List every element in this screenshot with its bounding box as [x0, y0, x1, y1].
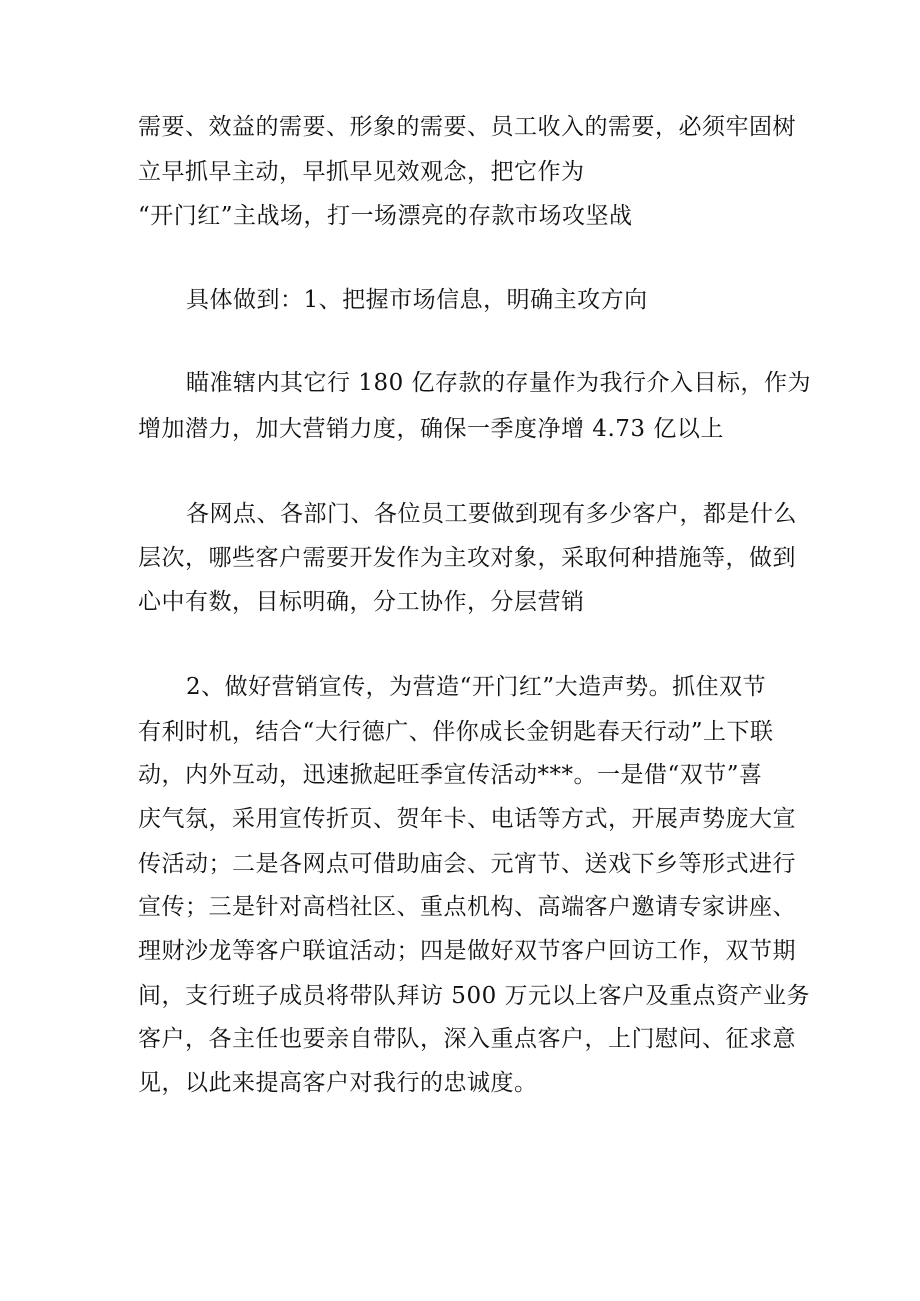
text-line: 间，支行班子成员将带队拜访 500 万元以上客户及重点资产业务	[138, 983, 811, 1009]
text-line: 有利时机，结合“大行德广、伴你成长金钥匙春天行动”上下联	[138, 719, 774, 745]
text-line: 庆气氛，采用宣传折页、贺年卡、电话等方式，开展声势庞大宣	[138, 806, 796, 832]
text-line: 2、做好营销宣传，为营造“开门红”大造声势。抓住双节	[186, 674, 767, 700]
text-line: 宣传；三是针对高档社区、重点机构、高端客户邀请专家讲座、	[138, 894, 796, 920]
text-line: 增加潜力，加大营销力度，确保一季度净增 4.73 亿以上	[138, 416, 724, 442]
text-line: 理财沙龙等客户联谊活动；四是做好双节客户回访工作，双节期	[138, 938, 796, 964]
text-line: 立早抓早主动，早抓早见效观念，把它作为	[138, 159, 585, 185]
text-line: 瞄准辖内其它行 180 亿存款的存量作为我行介入目标，作为	[186, 370, 812, 396]
text-line: 各网点、各部门、各位员工要做到现有多少客户，都是什么	[186, 501, 797, 527]
text-line: 需要、效益的需要、形象的需要、员工收入的需要，必须牢固树	[138, 114, 796, 140]
text-line: 心中有数，目标明确，分工协作，分层营销	[138, 589, 585, 615]
text-line: “开门红”主战场，打一场漂亮的存款市场攻坚战	[138, 203, 633, 229]
text-line: 动，内外互动，迅速掀起旺季宣传活动***。一是借“双节”喜	[138, 762, 763, 788]
text-line: 传活动；二是各网点可借助庙会、元宵节、送戏下乡等形式进行	[138, 851, 796, 877]
text-line: 层次，哪些客户需要开发作为主攻对象，采取何种措施等，做到	[138, 545, 796, 571]
text-line: 客户，各主任也要亲自带队，深入重点客户，上门慰问、征求意	[138, 1026, 796, 1052]
text-line: 见，以此来提高客户对我行的忠诚度。	[138, 1070, 538, 1096]
text-line: 具体做到：1、把握市场信息，明确主攻方向	[186, 287, 648, 313]
